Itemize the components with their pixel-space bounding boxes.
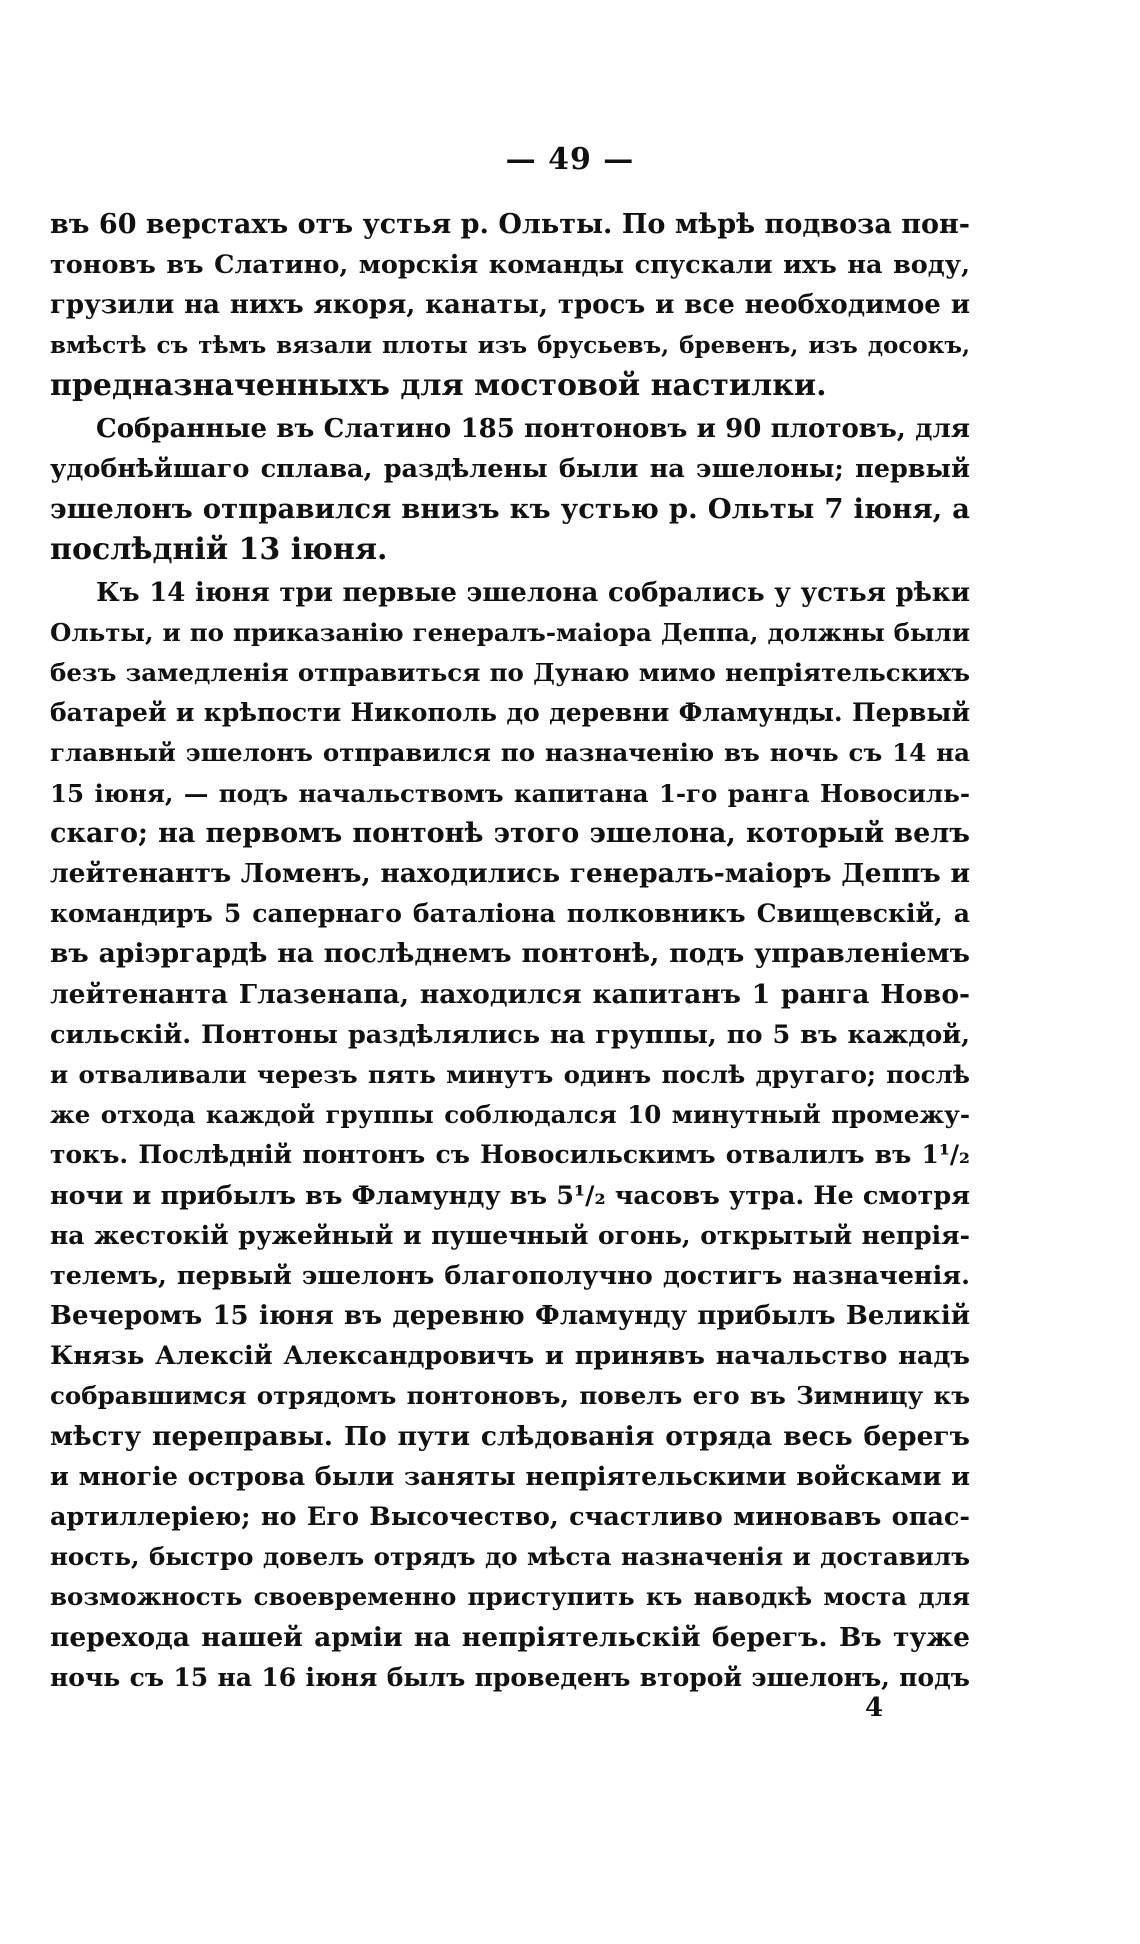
text-line: главный эшелонъ отправился по назначенію въ ночь съ 14 на <box>50 738 970 768</box>
text-line: ночь съ 15 на 16 іюня былъ проведенъ второй эшелонъ, подъ <box>50 1662 970 1692</box>
text-line: сильскій. Понтоны раздѣлялись на группы, по 5 въ каждой, <box>50 1019 970 1050</box>
text-line: въ 60 верстахъ отъ устья р. Ольты. По мѣрѣ подвоза пон- <box>50 209 970 240</box>
text-line: тоновъ въ Слатино, морскія команды спускали ихъ на воду, <box>50 250 970 281</box>
text-line: удобнѣйшаго сплава, раздѣлены были на эшелоны; первый <box>50 454 970 485</box>
text-line: предназначенныхъ для мостовой настилки. <box>50 367 827 403</box>
text-line: и отваливали черезъ пять минутъ одинъ послѣ другаго; послѣ <box>50 1059 970 1089</box>
page-number: — 49 — <box>505 142 635 177</box>
text-line: грузили на нихъ якоря, канаты, тросъ и все необходимое и <box>50 290 970 321</box>
text-line: Собранные въ Слатино 185 понтоновъ и 90 плотовъ, для <box>96 413 970 444</box>
text-line: токъ. Послѣдній понтонъ съ Новосильскимъ отвалилъ въ 1¹/₂ <box>50 1140 970 1170</box>
text-line: лейтенанта Глазенапа, находился капитанъ 1 ранга Ново- <box>50 978 970 1010</box>
text-line: на жестокій ружейный и пушечный огонь, открытый непрія- <box>50 1220 970 1250</box>
body-text <box>50 205 970 1698</box>
text-line: артиллеріею; но Его Высочество, счастливо миновавъ опас- <box>50 1502 970 1532</box>
text-line: батарей и крѣпости Никополь до деревни Фламунды. Первый <box>50 698 970 728</box>
text-line: Къ 14 іюня три первые эшелона собрались у устья рѣки <box>96 577 970 608</box>
text-line: въ аріэргардѣ на послѣднемъ понтонѣ, подъ управленіемъ <box>50 938 970 970</box>
text-line: эшелонъ отправился внизъ къ устью р. Ольты 7 іюня, а <box>50 493 970 526</box>
text-line: перехода нашей арміи на непріятельскій берегъ. Въ туже <box>50 1621 970 1653</box>
text-line: Вечеромъ 15 іюня въ деревню Фламунду прибылъ Великій <box>50 1301 970 1332</box>
text-line: послѣдній 13 іюня. <box>50 531 388 567</box>
text-line: ность, быстро довелъ отрядъ до мѣста назначенія и доставилъ <box>50 1542 970 1572</box>
text-line: Ольты, и по приказанію генералъ-маіора Деппа, должны были <box>50 617 970 647</box>
signature-mark: 4 <box>865 1693 884 1723</box>
text-line: же отхода каждой группы соблюдался 10 минутный промежу- <box>50 1100 970 1130</box>
text-line: командиръ 5 сапернаго баталіона полковникъ Свищевскій, а <box>50 899 970 929</box>
text-line: вмѣстѣ съ тѣмъ вязали плоты изъ брусьевъ, бревенъ, изъ досокъ, <box>50 331 970 359</box>
text-line: мѣсту переправы. По пути слѣдованія отряда весь берегъ <box>50 1420 970 1452</box>
text-line: лейтенантъ Ломенъ, находились генералъ-маіоръ Деппъ и <box>50 858 970 889</box>
text-line: и многіе острова были заняты непріятельскими войсками и <box>50 1461 970 1492</box>
text-line: безъ замедленія отправиться по Дунаю мимо непріятельскихъ <box>50 658 970 688</box>
text-line: 15 іюня, — подъ начальствомъ капитана 1-го ранга Новосиль- <box>50 778 970 808</box>
text-line: собравшимся отрядомъ понтоновъ, повелъ его въ Зимницу къ <box>50 1381 970 1411</box>
text-line: возможность своевременно приступить къ наводкѣ моста для <box>50 1582 970 1612</box>
text-line: ночи и прибылъ въ Фламунду въ 5¹/₂ часовъ утра. Не смотря <box>50 1180 970 1211</box>
text-line: Князь Алексій Александровичъ и принявъ начальство надъ <box>50 1341 970 1372</box>
text-line: телемъ, первый эшелонъ благополучно достигъ назначенія. <box>50 1260 970 1291</box>
text-line: скаго; на первомъ понтонѣ этого эшелона, который велъ <box>50 817 970 849</box>
